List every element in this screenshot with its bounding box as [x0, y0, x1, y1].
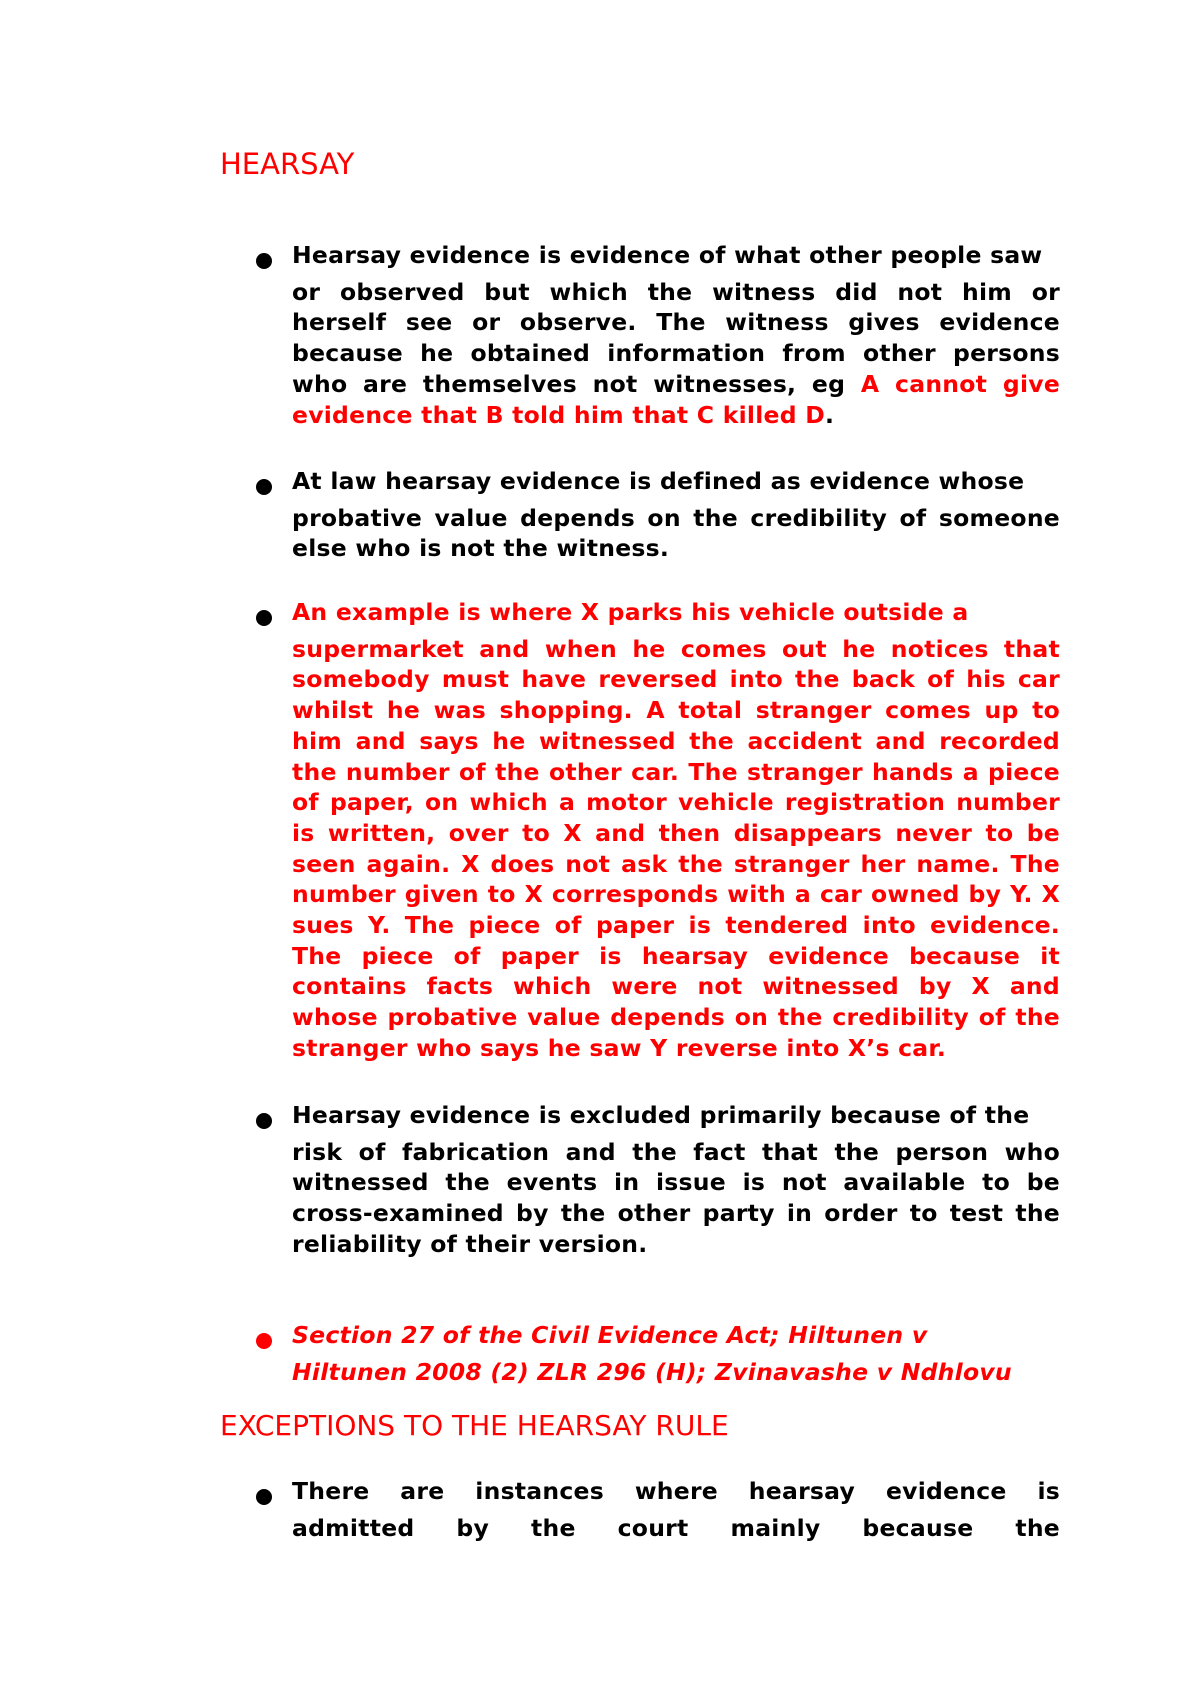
bullet-citation	[220, 1320, 1060, 1387]
heading-hearsay: HEARSAY	[220, 147, 355, 181]
bullet-vehicle-example	[220, 597, 1060, 1064]
bullet-first-line: Hearsay evidence is excluded primarily because of the	[292, 1101, 1030, 1129]
bullet-first-line: An example is where X parks his vehicle outside a	[292, 598, 969, 626]
bullet-first-line: Section 27 of the Civil Evidence Act; Hiltunen v	[292, 1321, 928, 1349]
bullet-dot-icon	[256, 253, 272, 269]
bullet-body: supermarket and when he comes out he notices that somebody must have reversed into the back of his car whilst he was shopping. A total stranger comes up to him and says he witnessed the accident and recorded the number of the other car. The stranger hands a piece of paper, on which a motor vehicle registration number is written, over to X and then disappears never to be seen again. X does not ask the stranger her name. The number given to X corresponds with a car owned by Y. X sues Y. The piece of paper is tendered into evidence. The piece of paper is hearsay evidence because it contains facts which were not witnessed by X and whose probative value depends on the credibility of the stranger who says he saw Y reverse into X’s car.	[292, 634, 1060, 1062]
bullet-body: Hiltunen 2008 (2) ZLR 296 (H); Zvinavashe v Ndhlovu	[292, 1357, 1012, 1386]
heading-exceptions: EXCEPTIONS TO THE HEARSAY RULE	[220, 1409, 729, 1442]
bullet-dot-icon	[256, 1113, 272, 1129]
bullet-dot-icon	[256, 610, 272, 626]
bullet-text	[292, 1100, 1060, 1260]
bullet-dot-icon	[256, 1489, 272, 1505]
bullet-hearsay-definition	[220, 240, 1060, 430]
bullet-end: .	[824, 400, 835, 429]
bullet-dot-icon	[256, 1333, 272, 1349]
bullet-body: risk of fabrication and the fact that the person who witnessed the events in issue is not available to be cross-examined by the other party in order to test the reliability of their version.	[292, 1137, 1060, 1258]
bullet-text	[292, 597, 1060, 1064]
bullet-text	[292, 240, 1060, 430]
bullet-dot-icon	[256, 479, 272, 495]
bullet-body: probative value depends on the credibility of someone else who is not the witness.	[292, 503, 1060, 563]
bullet-first-line: There are instances where hearsay evidence is	[292, 1477, 1060, 1505]
bullet-first-line: Hearsay evidence is evidence of what other people saw	[292, 241, 1043, 269]
bullet-example-highlight: A cannot give evidence that B told him that C killed D	[292, 369, 1061, 429]
bullet-body: or observed but which the witness did not him or herself see or observe. The witness gives evidence because he obtained information from other persons who are themselves not witnesses, eg	[292, 277, 1060, 398]
bullet-first-line: At law hearsay evidence is defined as evidence whose	[292, 467, 1025, 495]
bullet-body: admitted by the court mainly because the	[292, 1513, 1060, 1542]
bullet-text	[292, 1320, 1060, 1387]
bullet-text	[292, 466, 1060, 564]
bullet-exclusion-reason	[220, 1100, 1060, 1260]
bullet-legal-definition	[220, 466, 1060, 564]
bullet-exceptions-intro	[220, 1476, 1060, 1543]
bullet-text	[292, 1476, 1060, 1543]
